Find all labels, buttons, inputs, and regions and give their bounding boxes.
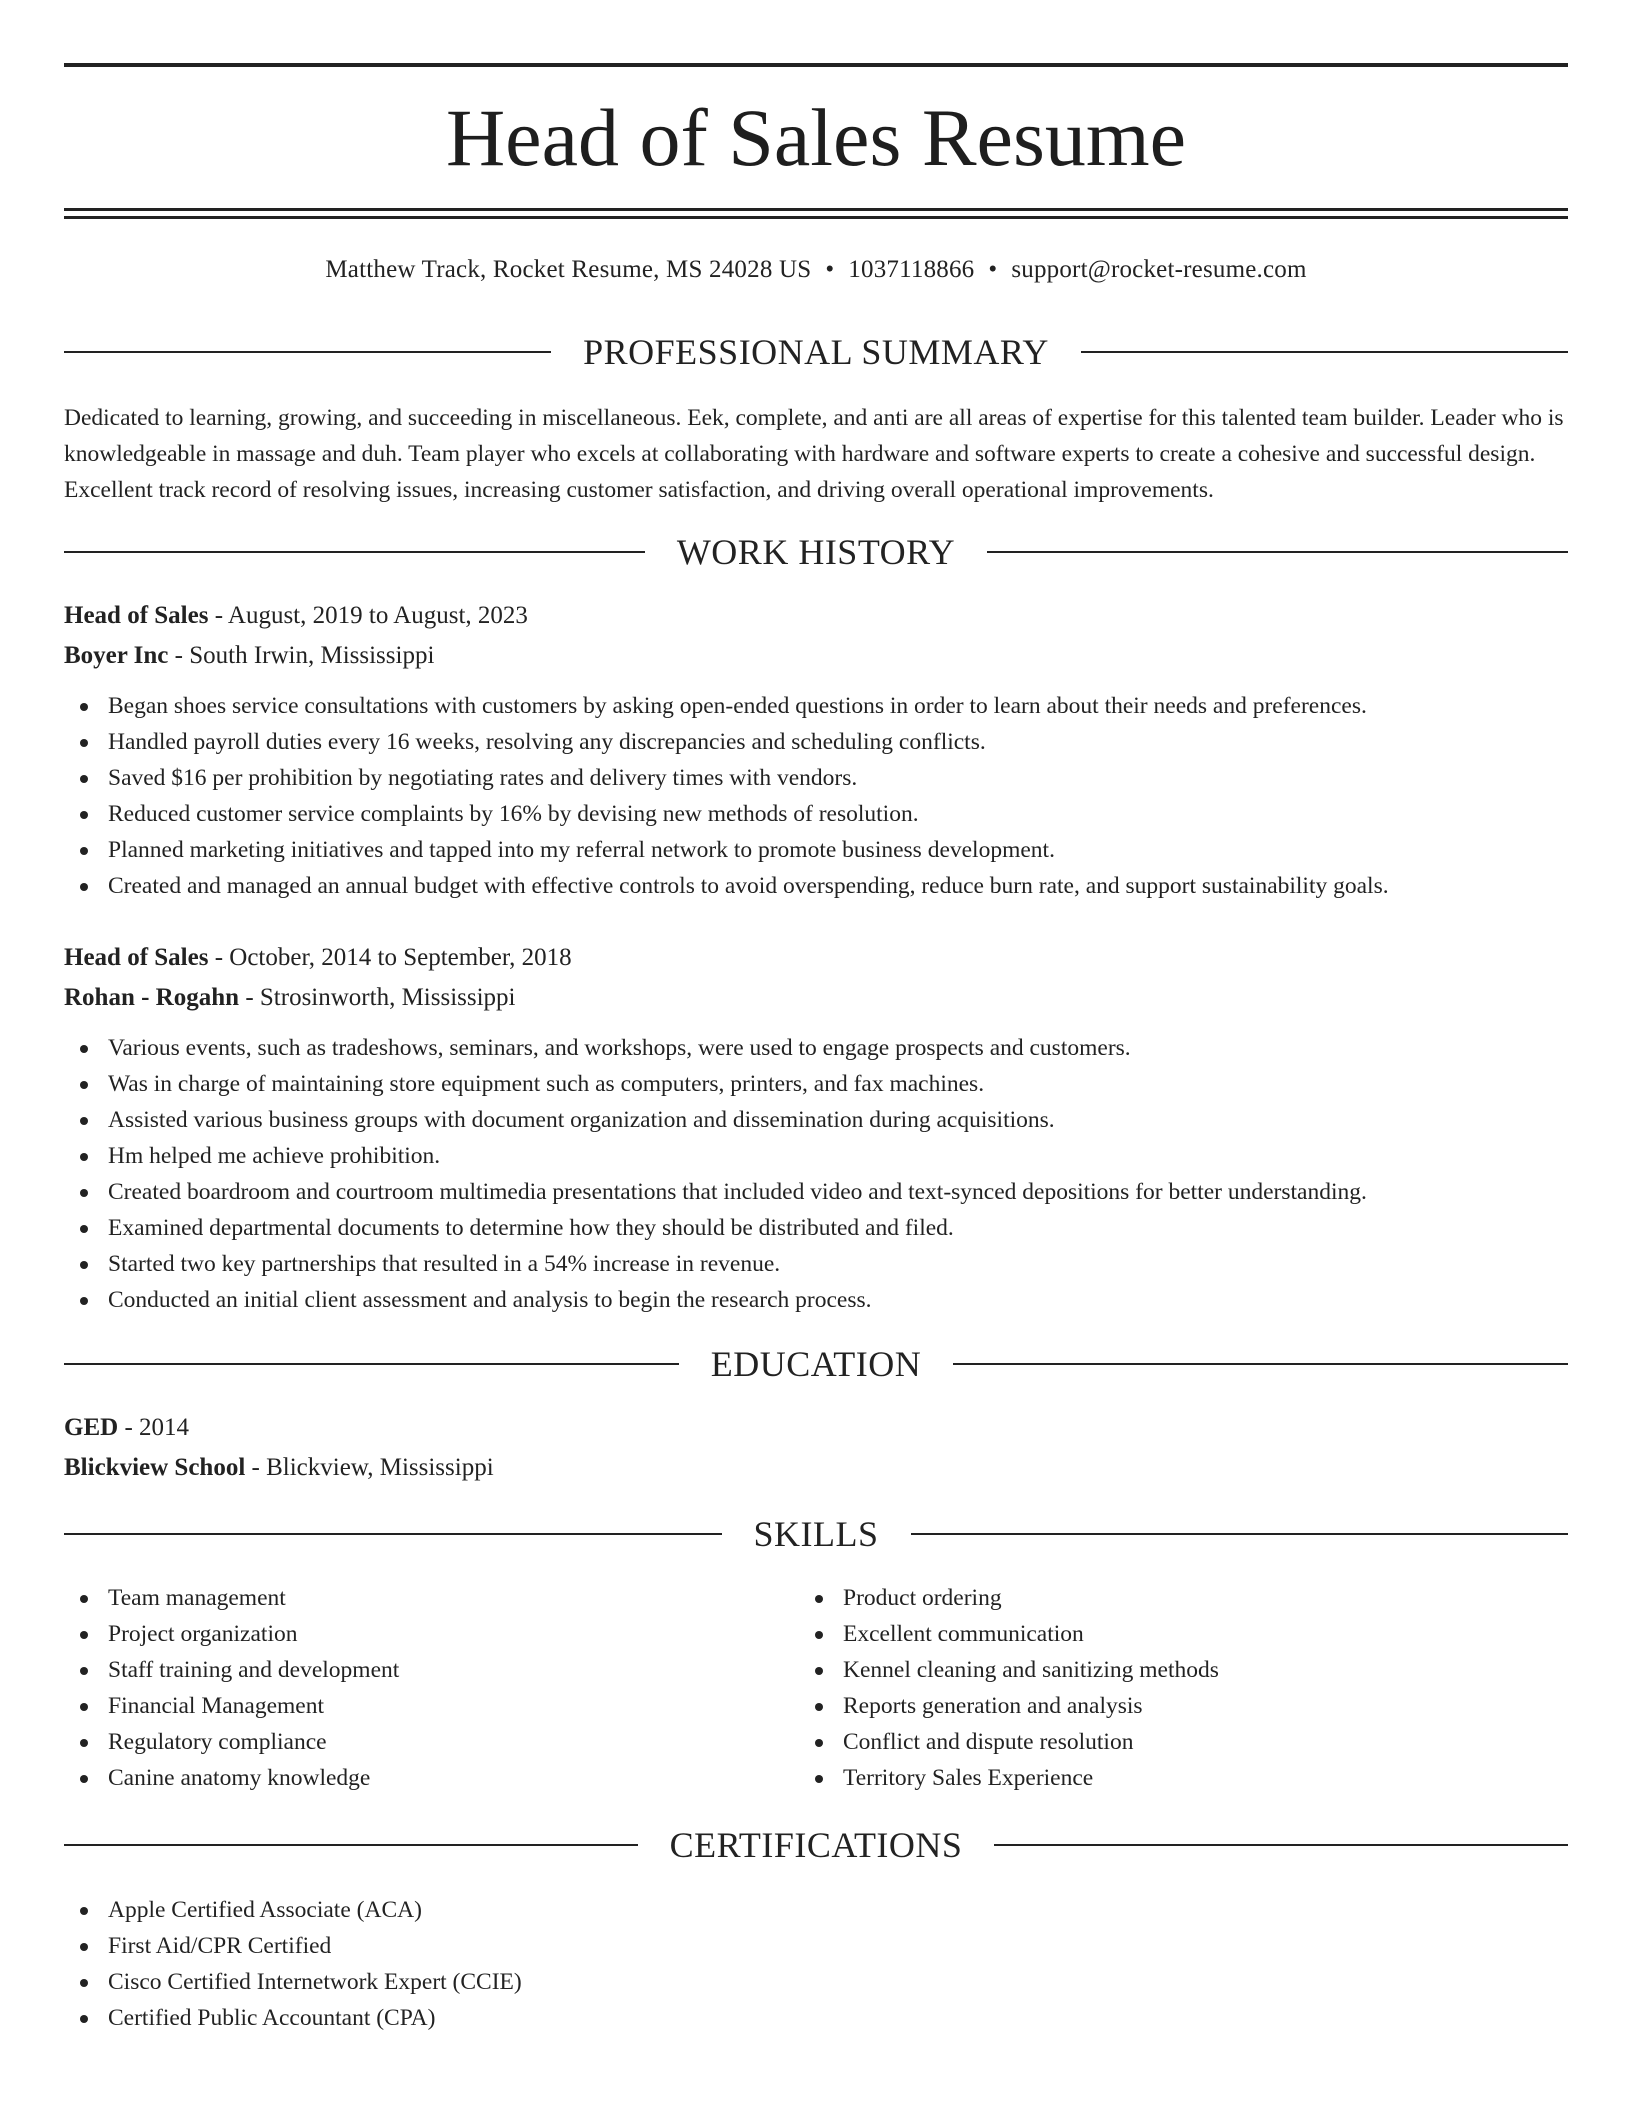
job-company: Rohan - Rogahn	[64, 984, 240, 1011]
section-rule	[1081, 351, 1568, 353]
contact-email: support@rocket-resume.com	[1011, 256, 1307, 283]
list-item-text: Planned marketing initiatives and tapped into my referral network to promote business development.	[108, 837, 1055, 863]
list-item	[64, 1652, 784, 1688]
skills-list-right	[799, 1580, 1519, 1796]
skill-text: Financial Management	[108, 1693, 324, 1719]
list-item	[64, 1138, 1568, 1174]
job-title: Head of Sales	[64, 602, 209, 629]
list-item	[64, 2000, 1568, 2036]
contact-separator: •	[825, 256, 835, 283]
job-bullets	[64, 1030, 1568, 1318]
list-item-text: Began shoes service consultations with customers by asking open-ended questions in order to learn about their needs and preferences.	[108, 693, 1367, 719]
certification-text: First Aid/CPR Certified	[108, 1933, 332, 1959]
job-title: Head of Sales	[64, 944, 209, 971]
section-rule	[64, 1844, 638, 1846]
section-title: EDUCATION	[710, 1344, 922, 1384]
contact-separator: •	[988, 256, 998, 283]
section-rule	[953, 1363, 1568, 1365]
list-item	[64, 796, 1568, 832]
skill-text: Staff training and development	[108, 1657, 400, 1683]
list-item	[64, 724, 1568, 760]
section-header-education	[64, 1341, 1568, 1387]
skills-list-left	[64, 1580, 784, 1796]
bullet-icon	[80, 1225, 88, 1233]
list-item-text: Assisted various business groups with document organization and dissemination during acquisitions.	[108, 1107, 1055, 1133]
skill-text: Regulatory compliance	[108, 1729, 327, 1755]
section-title: PROFESSIONAL SUMMARY	[583, 332, 1049, 372]
section-rule	[994, 1844, 1568, 1846]
education-school-line	[64, 1450, 1568, 1486]
list-item-text: Reduced customer service complaints by 16% by devising new methods of resolution.	[108, 801, 919, 827]
top-rule	[64, 63, 1568, 67]
bullet-icon	[80, 1775, 88, 1783]
section-title: CERTIFICATIONS	[669, 1825, 963, 1865]
bullet-icon	[80, 1943, 88, 1951]
list-item-text: Created boardroom and courtroom multimedia presentations that included video and text-synced depositions for better understanding.	[108, 1179, 1367, 1205]
title-double-rule-upper	[64, 208, 1568, 211]
skill-text: Project organization	[108, 1621, 298, 1647]
job-dates: - October, 2014 to September, 2018	[208, 944, 572, 971]
list-item	[64, 1928, 1568, 1964]
list-item	[799, 1760, 1519, 1796]
skill-text: Product ordering	[843, 1585, 1002, 1611]
bullet-icon	[80, 1739, 88, 1747]
list-item	[64, 1246, 1568, 1282]
bullet-icon	[80, 1979, 88, 1987]
bullet-icon	[80, 1631, 88, 1639]
bullet-icon	[80, 1703, 88, 1711]
bullet-icon	[80, 739, 88, 747]
contact-address: Matthew Track, Rocket Resume, MS 24028 US	[325, 256, 812, 283]
bullet-icon	[80, 883, 88, 891]
title-double-rule-lower	[64, 216, 1568, 219]
bullet-icon	[80, 1907, 88, 1915]
bullet-icon	[80, 1117, 88, 1125]
skill-text: Excellent communication	[843, 1621, 1084, 1647]
bullet-icon	[80, 1297, 88, 1305]
list-item	[64, 1760, 784, 1796]
job-company-line	[64, 980, 1568, 1016]
skill-text: Territory Sales Experience	[843, 1765, 1094, 1791]
section-header-summary	[64, 329, 1568, 375]
job-title-line	[64, 940, 1568, 976]
list-item	[64, 1616, 784, 1652]
list-item	[64, 1724, 784, 1760]
skill-text: Canine anatomy knowledge	[108, 1765, 371, 1791]
contact-line	[64, 252, 1568, 288]
list-item	[799, 1616, 1519, 1652]
list-item	[64, 688, 1568, 724]
education-degree-line	[64, 1410, 1568, 1446]
skill-text: Team management	[108, 1585, 286, 1611]
skill-text: Kennel cleaning and sanitizing methods	[843, 1657, 1219, 1683]
list-item	[799, 1724, 1519, 1760]
list-item-text: Saved $16 per prohibition by negotiating rates and delivery times with vendors.	[108, 765, 858, 791]
bullet-icon	[815, 1703, 823, 1711]
bullet-icon	[80, 1261, 88, 1269]
list-item-text: Handled payroll duties every 16 weeks, resolving any discrepancies and scheduling conflicts.	[108, 729, 986, 755]
contact-phone: 1037118866	[848, 256, 975, 283]
list-item	[64, 1688, 784, 1724]
job-dates: - August, 2019 to August, 2023	[208, 602, 528, 629]
section-header-work-history	[64, 529, 1568, 575]
section-rule	[64, 551, 645, 553]
list-item-text: Hm helped me achieve prohibition.	[108, 1143, 441, 1169]
list-item	[64, 1964, 1568, 2000]
skill-text: Conflict and dispute resolution	[843, 1729, 1134, 1755]
list-item-text: Was in charge of maintaining store equipment such as computers, printers, and fax machines.	[108, 1071, 985, 1097]
section-title: WORK HISTORY	[676, 532, 956, 572]
education-school: Blickview School	[64, 1454, 246, 1481]
job-bullets	[64, 688, 1568, 904]
education-location: - Blickview, Mississippi	[245, 1454, 494, 1481]
bullet-icon	[80, 1667, 88, 1675]
list-item	[64, 1030, 1568, 1066]
list-item	[64, 1580, 784, 1616]
section-rule	[64, 1533, 722, 1535]
list-item	[64, 1892, 1568, 1928]
bullet-icon	[815, 1595, 823, 1603]
bullet-icon	[815, 1631, 823, 1639]
resume-title: Head of Sales Resume	[445, 92, 1187, 183]
certification-text: Apple Certified Associate (ACA)	[108, 1897, 422, 1923]
list-item	[64, 1102, 1568, 1138]
section-header-skills	[64, 1511, 1568, 1557]
bullet-icon	[80, 1045, 88, 1053]
skill-text: Reports generation and analysis	[843, 1693, 1143, 1719]
section-rule	[64, 1363, 679, 1365]
list-item-text: Created and managed an annual budget with effective controls to avoid overspending, reduce burn rate, and support sustainability goals.	[108, 873, 1389, 899]
section-header-certifications	[64, 1822, 1568, 1868]
bullet-icon	[80, 1081, 88, 1089]
list-item	[799, 1580, 1519, 1616]
job-title-line	[64, 598, 1568, 634]
bullet-icon	[80, 847, 88, 855]
list-item	[799, 1652, 1519, 1688]
certifications-list	[64, 1892, 1568, 2036]
summary-paragraph: Dedicated to learning, growing, and succeeding in miscellaneous. Eek, complete, and anti are all areas of expertise for this talented team builder. Leader who is knowledgeable in massage and duh. Team player who excels at collaborating with hardware and software experts to create a cohesive and successful design. Excellent track record of resolving issues, increasing customer satisfaction, and driving overall operational improvements.	[64, 405, 1564, 503]
bullet-icon	[80, 811, 88, 819]
bullet-icon	[80, 775, 88, 783]
list-item	[64, 1066, 1568, 1102]
job-location: - South Irwin, Mississippi	[168, 642, 435, 669]
certification-text: Cisco Certified Internetwork Expert (CCIE)	[108, 1969, 522, 1995]
list-item	[799, 1688, 1519, 1724]
bullet-icon	[815, 1775, 823, 1783]
list-item	[64, 1174, 1568, 1210]
list-item	[64, 760, 1568, 796]
bullet-icon	[815, 1667, 823, 1675]
bullet-icon	[80, 703, 88, 711]
bullet-icon	[80, 2015, 88, 2023]
section-rule	[64, 351, 551, 353]
education-year: - 2014	[118, 1414, 190, 1441]
certification-text: Certified Public Accountant (CPA)	[108, 2005, 436, 2031]
section-rule	[911, 1533, 1569, 1535]
list-item	[64, 1282, 1568, 1318]
job-company: Boyer Inc	[64, 642, 169, 669]
list-item-text: Examined departmental documents to determine how they should be distributed and filed.	[108, 1215, 954, 1241]
list-item-text: Various events, such as tradeshows, seminars, and workshops, were used to engage prospects and customers.	[108, 1035, 1131, 1061]
job-location: - Strosinworth, Mississippi	[239, 984, 516, 1011]
section-title: SKILLS	[753, 1514, 879, 1554]
list-item	[64, 868, 1568, 904]
bullet-icon	[80, 1153, 88, 1161]
bullet-icon	[80, 1189, 88, 1197]
list-item-text: Conducted an initial client assessment and analysis to begin the research process.	[108, 1287, 872, 1313]
bullet-icon	[815, 1739, 823, 1747]
list-item	[64, 1210, 1568, 1246]
bullet-icon	[80, 1595, 88, 1603]
job-company-line	[64, 638, 1568, 674]
list-item-text: Started two key partnerships that resulted in a 54% increase in revenue.	[108, 1251, 781, 1277]
section-rule	[987, 551, 1568, 553]
list-item	[64, 832, 1568, 868]
education-degree: GED	[64, 1414, 119, 1441]
